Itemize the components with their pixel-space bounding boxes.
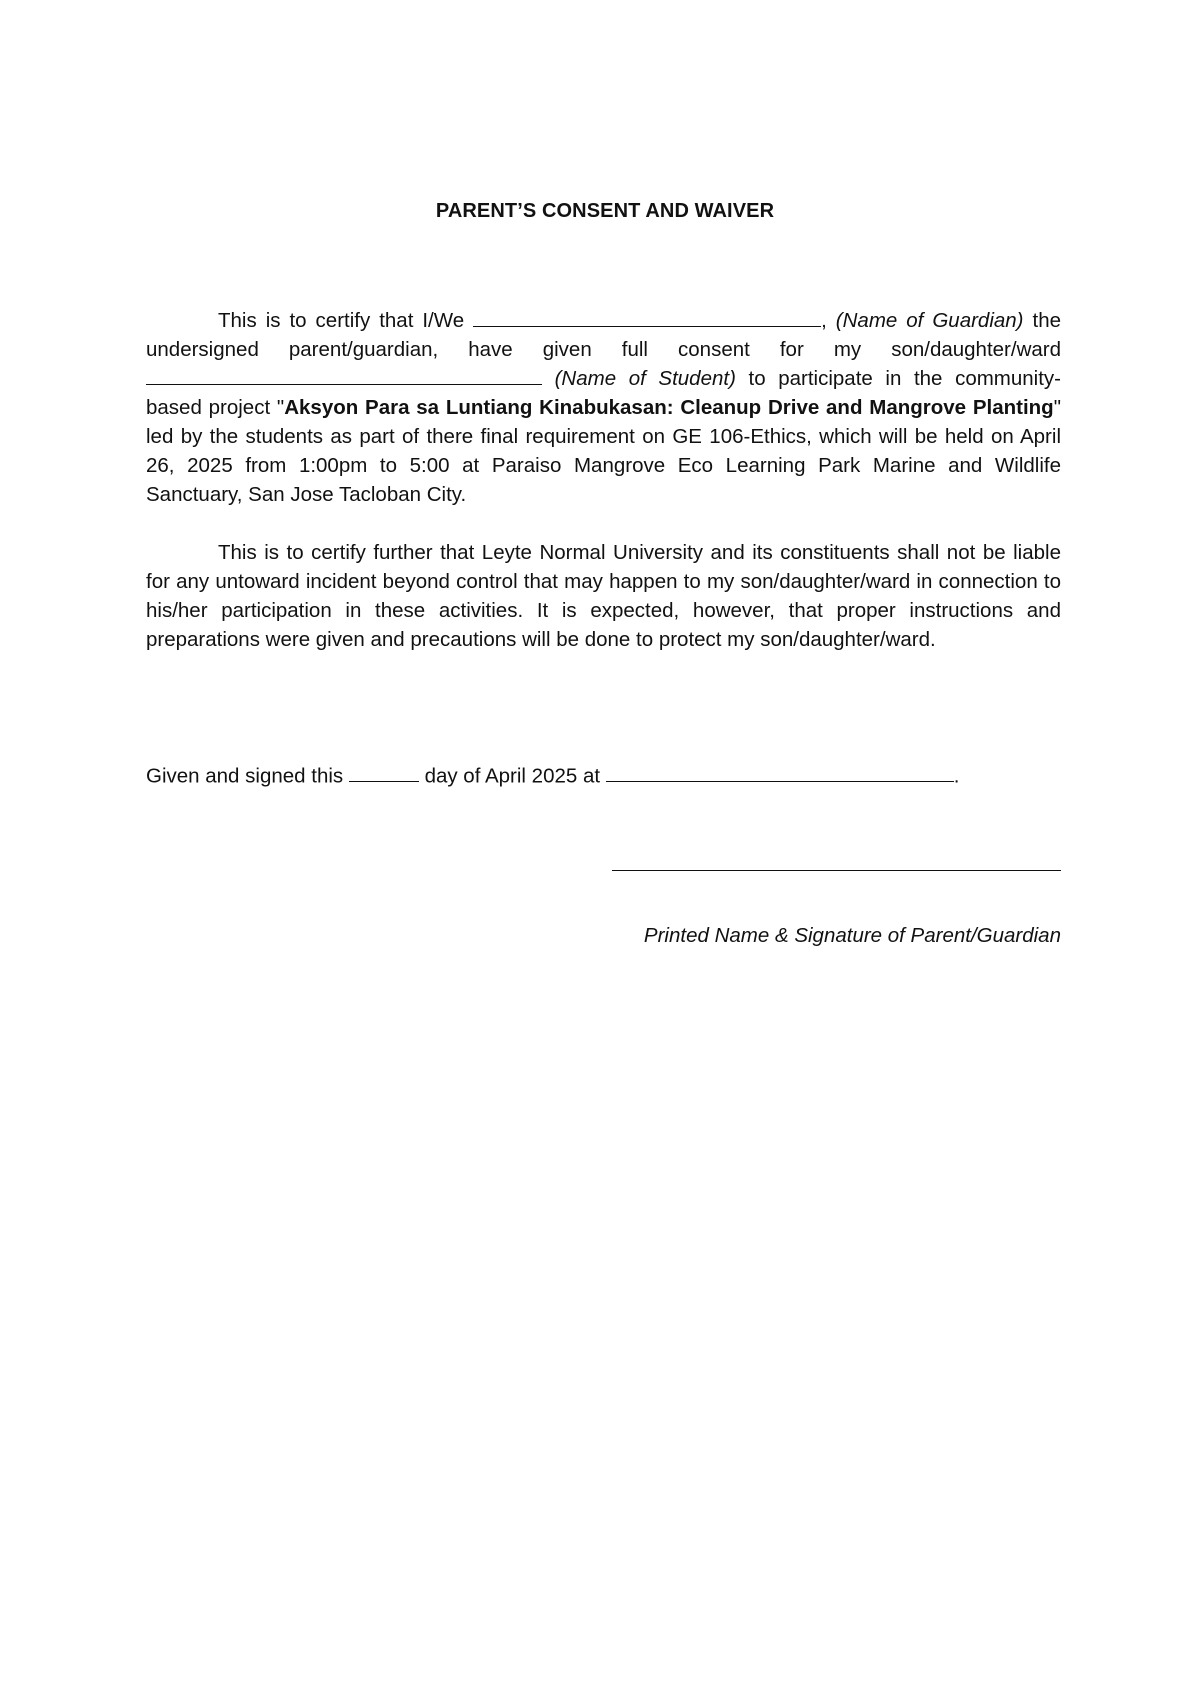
document-title: PARENT’S CONSENT AND WAIVER [435, 200, 775, 222]
student-name-blank [146, 366, 542, 385]
consent-text: the undersigned parent/guardian, have given full consent for my son/daughter/ward [146, 309, 1061, 361]
guardian-name-blank [473, 308, 821, 327]
given-middle-text: day of April 2025 at [424, 764, 601, 788]
certify-intro-text: This is to certify that I/We [218, 309, 465, 332]
given-signed-line [146, 763, 1061, 788]
signature-line [612, 870, 1061, 871]
consent-paragraph: This is to certify that I/We , (Name of Guardian) the undersigned parent/guardian, have given full consent for my son/daughter/ward (Name of Student) to participate in the community-based project "Aksyon Para sa Luntiang Kinabukasan: Cleanup Drive and Mangrove Planting" led by the students as part of there final requirement on GE 106-Ethics, which will be held on April 26, 2025 from 1:00pm to 5:00 at Paraiso Mangrove Eco Learning Park Marine and Wildlife Sanctuary, San Jose Tacloban City. [146, 309, 1061, 506]
event-details-text: led by the students as part of there final requirement on GE 106-Ethics, which will be held on April 26, 2025 from 1:00pm to 5:00 at Paraiso Mangrove Eco Learning Park Marine and Wildlife Sanctuary, San Jose Tacloban City. [146, 425, 1061, 506]
day-blank [349, 763, 419, 782]
place-blank [606, 763, 954, 782]
guardian-name-label: (Name of Guardian) [835, 309, 1024, 332]
waiver-text: This is to certify further that Leyte Normal University and its constituents shall not be liable for any untoward incident beyond control that may happen to my son/daughter/ward in connection to his/her participation in these activities. It is expected, however, that proper instructions and preparations were given and precautions will be done to protect my son/daughter/ward. [146, 541, 1061, 651]
given-suffix-text: . [953, 764, 960, 788]
project-title: Aksyon Para sa Luntiang Kinabukasan: Cleanup Drive and Mangrove Planting [284, 396, 1054, 419]
given-prefix-text: Given and signed this [146, 764, 344, 788]
student-name-label: (Name of Student) [554, 367, 736, 390]
participate-text: to participate in the community-based project [146, 367, 1061, 419]
signature-caption: Printed Name & Signature of Parent/Guardian [643, 924, 1061, 947]
waiver-paragraph [146, 538, 1061, 654]
